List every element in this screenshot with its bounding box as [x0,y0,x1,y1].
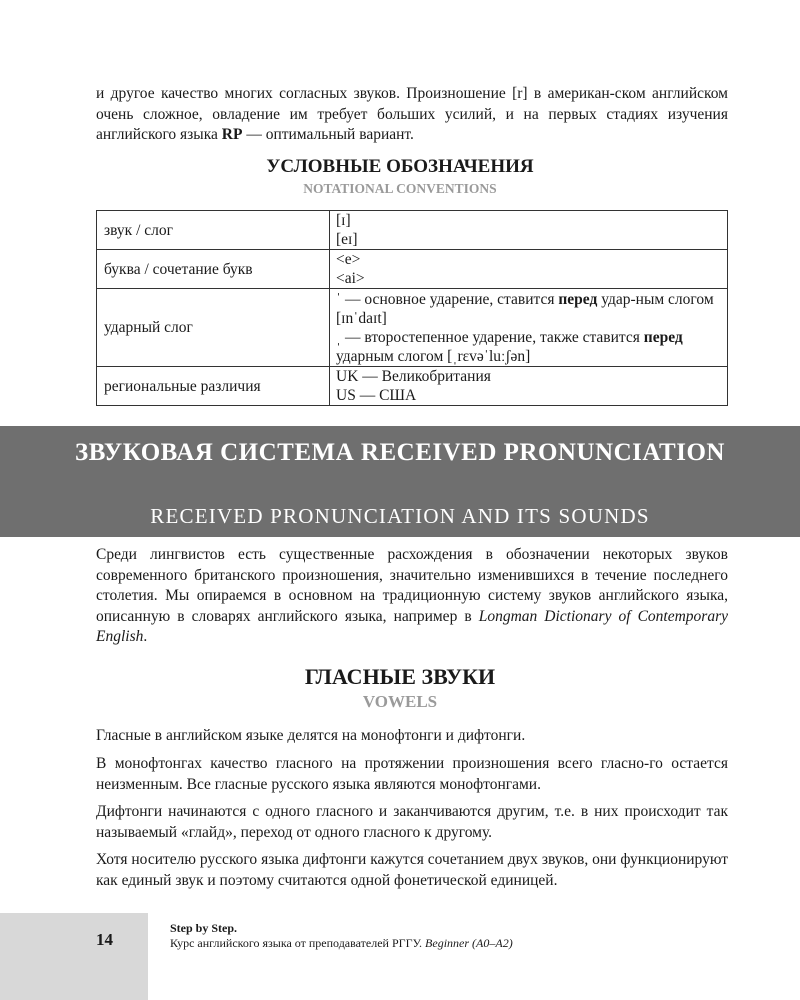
value-line: [eɪ] [336,231,358,248]
section-banner [0,426,800,537]
vowels-paragraph-3: Дифтонги начинаются с одного гласного и заканчиваются другим, т.е. в них происходит так называемый «глайд», переход от одного гласного к другому. [96,803,728,841]
value-line: US — США [336,387,417,404]
table-cell-label: буква / сочетание букв [97,250,330,289]
value-text: — основное ударение, ставится [341,290,559,308]
intro-paragraph [96,84,728,146]
dictionary-title: Longman Dictionary of Contemporary English [96,607,728,645]
footer-level: Beginner (A0–A2) [425,936,513,950]
value-line: <ai> [336,270,365,287]
intro-text: и другое качество многих согласных звуков. Произношение [r] в американ-ском английском очень сложное, овладение им требует больших усилий, и на первых стадиях изучения английского языка [96,85,728,143]
table-row [97,250,728,289]
intro-rp: RP [221,126,243,143]
value-bold: перед [558,290,598,308]
value-text: удар-ным слогом [ɪnˈdaɪt] [336,290,714,327]
primary-stress-line [336,290,721,328]
section-subtitle: RECEIVED PRONUNCIATION AND ITS SOUNDS [150,504,650,528]
intro-text-end: — оптимальный вариант. [242,126,414,143]
secondary-stress-line [336,328,721,366]
vowels-subtitle: VOWELS [362,692,438,711]
value-line: [ɪ] [336,212,351,229]
conventions-subtitle: NOTATIONAL CONVENTIONS [303,181,497,196]
table-cell-value [330,250,728,289]
table-cell-label: региональные различия [97,367,330,406]
footer-course-text: Курс английского языка от преподавателей РГГУ. [170,936,426,950]
footer-book-title: Step by Step. [170,921,238,935]
table-row [97,211,728,250]
vowels-paragraph-1: Гласные в английском языке делятся на монофтонги и дифтонги. [96,727,526,744]
table-row [97,367,728,406]
table-cell-value [330,367,728,406]
vowels-paragraph-4: Хотя носителю русского языка дифтонги кажутся сочетанием двух звуков, они функционируют как единый звук и поэтому считаются одной фонетической единицей. [96,851,728,889]
paragraph-text: Среди лингвистов есть существенные расхождения в обозначении некоторых звуков современного британского произношения, значительно изменившихся в течение последнего столетия. Мы опираемся в основном на традиционную систему звуков английского языка, описанную в словарях английского языка, например в [96,546,728,625]
vowels-title: ГЛАСНЫЕ ЗВУКИ [304,664,496,689]
value-text: ударным слогом [ˌrɛvəˈluːʃən] [336,347,531,365]
section-paragraph [96,545,728,648]
table-cell-label: ударный слог [97,289,330,367]
paragraph-end: . [143,628,148,645]
footer-page-box [0,913,148,1000]
page-number: 14 [96,930,113,949]
secondary-stress-mark: ˌ [336,328,342,346]
vowels-paragraph-2: В монофтонгах качество гласного на протяжении произношения всего гласно-го остается неизменным. Все гласные русского языка являются монофтонгами. [96,755,728,793]
table-cell-label: звук / слог [97,211,330,250]
table-cell-value [330,289,728,367]
section-title: ЗВУКОВАЯ СИСТЕМА RECEIVED PRONUNCIATION [75,439,725,466]
conventions-title: УСЛОВНЫЕ ОБОЗНАЧЕНИЯ [266,156,534,177]
value-bold: перед [643,328,683,346]
value-line: <e> [336,251,361,268]
table-row [97,289,728,367]
value-text: — второстепенное ударение, также ставится [341,328,644,346]
primary-stress-mark: ˈ [336,290,342,308]
conventions-table [96,210,728,406]
table-cell-value [330,211,728,250]
footer-course [170,936,513,951]
value-line: UK — Великобритания [336,368,491,385]
